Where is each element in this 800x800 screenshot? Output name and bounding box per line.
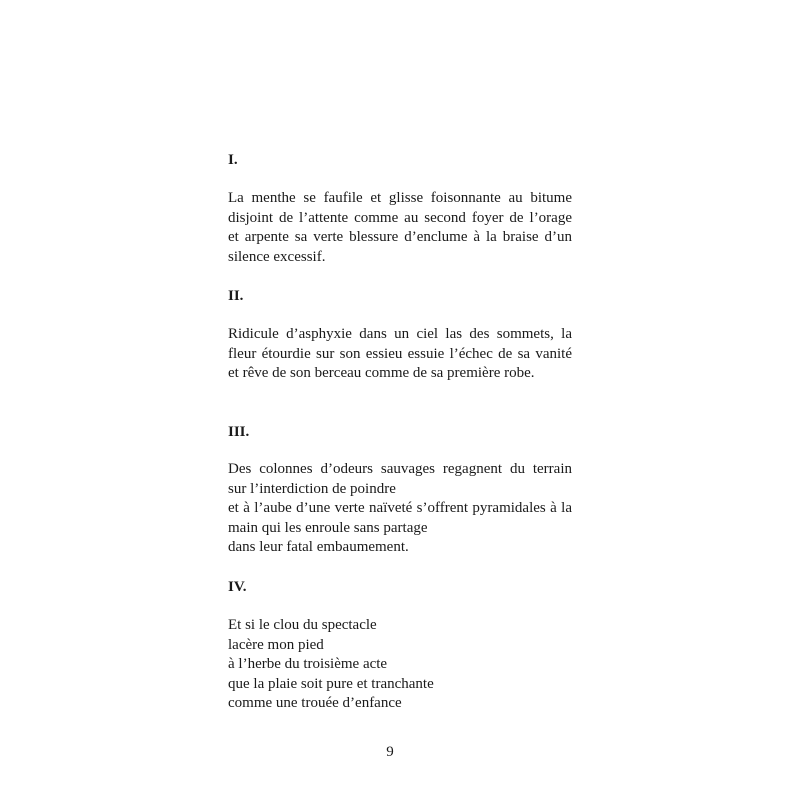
section-heading-3: III. — [228, 424, 250, 440]
stanza-1-line-1: La menthe se faufile et glisse foisonnante au bitume — [228, 190, 572, 206]
stanza-3 — [228, 460, 572, 558]
stanza-1 — [228, 189, 572, 267]
stanza-3-line-2: sur l’interdiction de poindre — [228, 480, 396, 497]
stanza-2 — [228, 325, 572, 384]
stanza-4-line-1: Et si le clou du spectacle — [228, 617, 377, 633]
stanza-1-line-3: et arpente sa verte blessure d’enclume à la braise d’un — [228, 229, 572, 245]
stanza-1-line-2: disjoint de l’attente comme au second foyer de l’orage — [228, 209, 572, 226]
section-heading-1: I. — [228, 152, 238, 168]
stanza-4-line-4: que la plaie soit pure et tranchante — [228, 675, 434, 692]
stanza-3-line-4: main qui les enroule sans partage — [228, 519, 428, 536]
stanza-3-line-5: dans leur fatal embaumement. — [228, 539, 409, 555]
stanza-3-line-3: et à l’aube d’une verte naïveté s’offrent pyramidales à la — [228, 500, 572, 516]
stanza-4-line-3: à l’herbe du troisième acte — [228, 656, 388, 672]
stanza-1-line-4: silence excessif. — [228, 248, 326, 265]
stanza-3-line-1: Des colonnes d’odeurs sauvages regagnent du terrain — [228, 461, 572, 477]
section-heading-2: II. — [228, 288, 244, 304]
section-heading-4: IV. — [228, 579, 247, 595]
stanza-2-line-2: fleur étourdie sur son essieu essuie l’échec de sa vanité — [228, 345, 572, 362]
stanza-2-line-1: Ridicule d’asphyxie dans un ciel las des sommets, la — [228, 326, 572, 342]
stanza-4 — [228, 616, 572, 714]
page-number: 9 — [386, 744, 394, 760]
stanza-4-line-2: lacère mon pied — [228, 636, 324, 653]
stanza-2-line-3: et rêve de son berceau comme de sa première robe. — [228, 365, 535, 381]
stanza-4-line-5: comme une trouée d’enfance — [228, 695, 402, 711]
